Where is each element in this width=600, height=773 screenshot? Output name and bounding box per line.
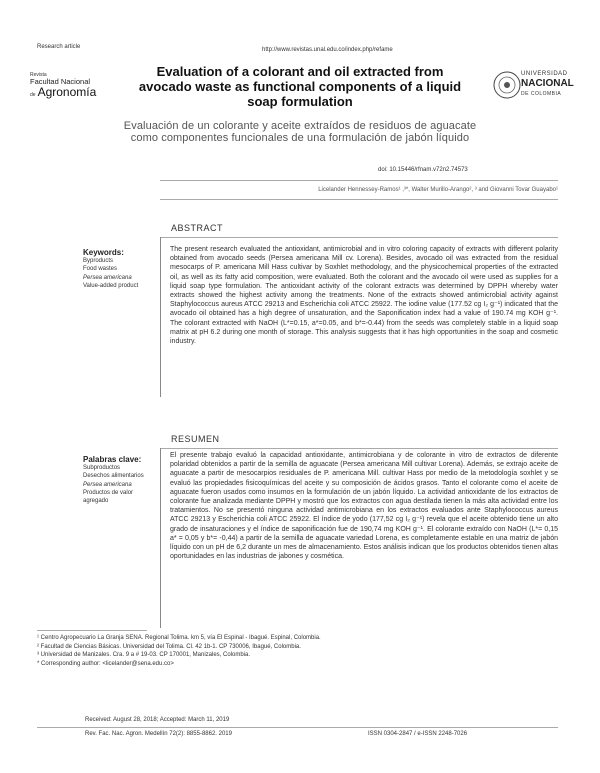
article-subtitle: Evaluación de un colorante y aceite extraídos de residuos de aguacate como componentes funcionales de una formulación de jabón líquido: [123, 120, 477, 144]
keyword: Subproductos: [83, 465, 121, 471]
doi[interactable]: doi: 10.15446/rfnam.v72n2.74573: [378, 167, 468, 173]
keyword: Food wastes: [83, 266, 118, 273]
keyword: Persea americana: [83, 274, 132, 281]
authors: Licelander Hennessey-Ramos¹ ,³*, Walter Murillo-Arango², ³ and Giovanni Tovar Guayabo¹: [318, 187, 558, 193]
resumen-text: El presente trabajo evaluó la capacidad antioxidante, antimicrobiana y de colorante in vitro de extractos de diferente polaridad obtenidos a partir de la semilla de aguacate (Persea americana Mill cultivar Lorena). Además, se extrajo aceite de aguacate a partir de mesocarpios residuales de P. americana Mill. cultivar Hass por medio de la metodología soxhlet y se evaluó las propiedades fisicoquímicas del aceite y su composición de ácidos grasos. Tanto el colorante como el aceite de aguacate fueron usados como insumos en la formulación de un jabón líquido. La actividad antioxidante de los extractos de colorante fue analizada mediante DPPH y mostró que los extractos con agua destilada tienen la más alta actividad entre los tratamientos. No se presentó ninguna actividad antimicrobiana en los extractos evaluados ante Staphylococcus aureus ATCC 29213 y Escherichia coli ATCC 25922. El índice de yodo (177,52 cg I₂ g⁻¹) revela que el aceite obtenido tiene un alto grado de insaturaciones y el índice de saponificación fue de 190,74 mg KOH g⁻¹. El colorante extraído con NaOH (L*= 0,15 a* = 0,05 y b*= -0,44) a partir de la semilla de aguacate variedad Lorena, es completamente estable en una matriz de jabón líquido con un pH de 6,2 durante un mes de almacenamiento. Estos análisis indican que los productos obtenidos tienen altas oportunidades en las industrias de jabones y cosmética.: [170, 452, 558, 561]
divider: [160, 237, 161, 397]
keyword: Desechos alimentarios: [83, 473, 144, 480]
keyword: agregado: [83, 498, 109, 505]
keyword: Byproducts: [83, 258, 114, 264]
footnotes: [37, 634, 517, 668]
footnote-divider: [37, 630, 147, 631]
keywords-title: Keywords:: [83, 248, 124, 257]
footnote: ² Facultad de Ciencias Básicas. Universidad del Tolima. Cl. 42 1b-1. CP 730006, Ibagué, Colombia.: [37, 643, 301, 650]
journal-logo: Revista Facultad Nacional de Agronomía: [30, 72, 97, 99]
university-seal-icon: [492, 68, 522, 102]
resumen-keywords: [83, 455, 157, 505]
keyword: Productos de valor: [83, 489, 134, 496]
divider: [160, 448, 558, 449]
university-logo: UNIVERSIDAD NACIONAL DE COLOMBIA: [492, 68, 572, 104]
footnote[interactable]: * Corresponding author: <licelander@sena.edu.co>: [37, 660, 174, 667]
abstract-heading: ABSTRACT: [171, 223, 224, 233]
citation: Rev. Fac. Nac. Agron. Medellín 72(2): 8855-8862. 2019: [85, 731, 232, 737]
divider: [160, 180, 558, 181]
divider: [160, 448, 161, 628]
keywords-title: Palabras clave:: [83, 455, 142, 464]
divider: [160, 237, 558, 238]
abstract-keywords: [83, 248, 157, 290]
footer-divider: [37, 727, 558, 728]
issn: ISSN 0304-2847 / e-ISSN 2248-7026: [368, 731, 468, 737]
article-type: Research article: [37, 44, 81, 50]
journal-url[interactable]: http://www.revistas.unal.edu.co/index.php/refame: [262, 47, 393, 53]
keyword: Persea americana: [83, 481, 132, 488]
article-title: Evaluation of a colorant and oil extracted from avocado waste as functional components of a liquid soap formulation: [138, 64, 462, 109]
footnote: ³ Universidad de Manizales. Cra. 9 a # 19-03. CP 170001, Manizales, Colombia.: [37, 652, 250, 659]
resumen-heading: RESUMEN: [171, 434, 220, 444]
abstract-text: The present research evaluated the antioxidant, antimicrobial and in vitro coloring capacity of extracts with different polarity obtained from avocado seeds (Persea americana Mill cv. Lorena). Besides, avocado oil was extracted from the residual mesocarps of P. americana Mill Hass cultivar by Soxhlet methodology, and the physicochemical properties of the extracted oil, as well as its fatty acid composition, were evaluated. Both the colorant and the avocado oil were used as supplies for a liquid soap type formulation. The antioxidant activity of the colorant extracts was determined by DPPH whereby water extracts showed the highest activity among the treatments. None of the extracts showed antimicrobial activity against Staphylococcus aureus ATCC 29213 and Escherichia coli ATCC 25922. The iodine value (177.52 cg I₂ g⁻¹) indicated that the avocado oil obtained has a high degree of unsaturation, and the Saponification index had a value of 190.74 mg KOH g⁻¹. The colorant extracted with NaOH (L*=0.15, a*=0.05, and b*=-0.44) from the seeds was completely stable in a liquid soap matrix at pH 6.2 during one month of storage. This analysis suggests that it has high opportunities in the soap and cosmetic industry.: [170, 246, 558, 346]
received-accepted-dates: Received: August 28, 2018; Accepted: March 11, 2019: [85, 717, 230, 723]
footnote: ¹ Centro Agropecuario La Granja SENA. Regional Tolima. km 5, vía El Espinal - Ibagué. Espinal, Colombia.: [37, 635, 321, 641]
divider: [160, 199, 558, 200]
keyword: Value-added product: [83, 282, 139, 289]
